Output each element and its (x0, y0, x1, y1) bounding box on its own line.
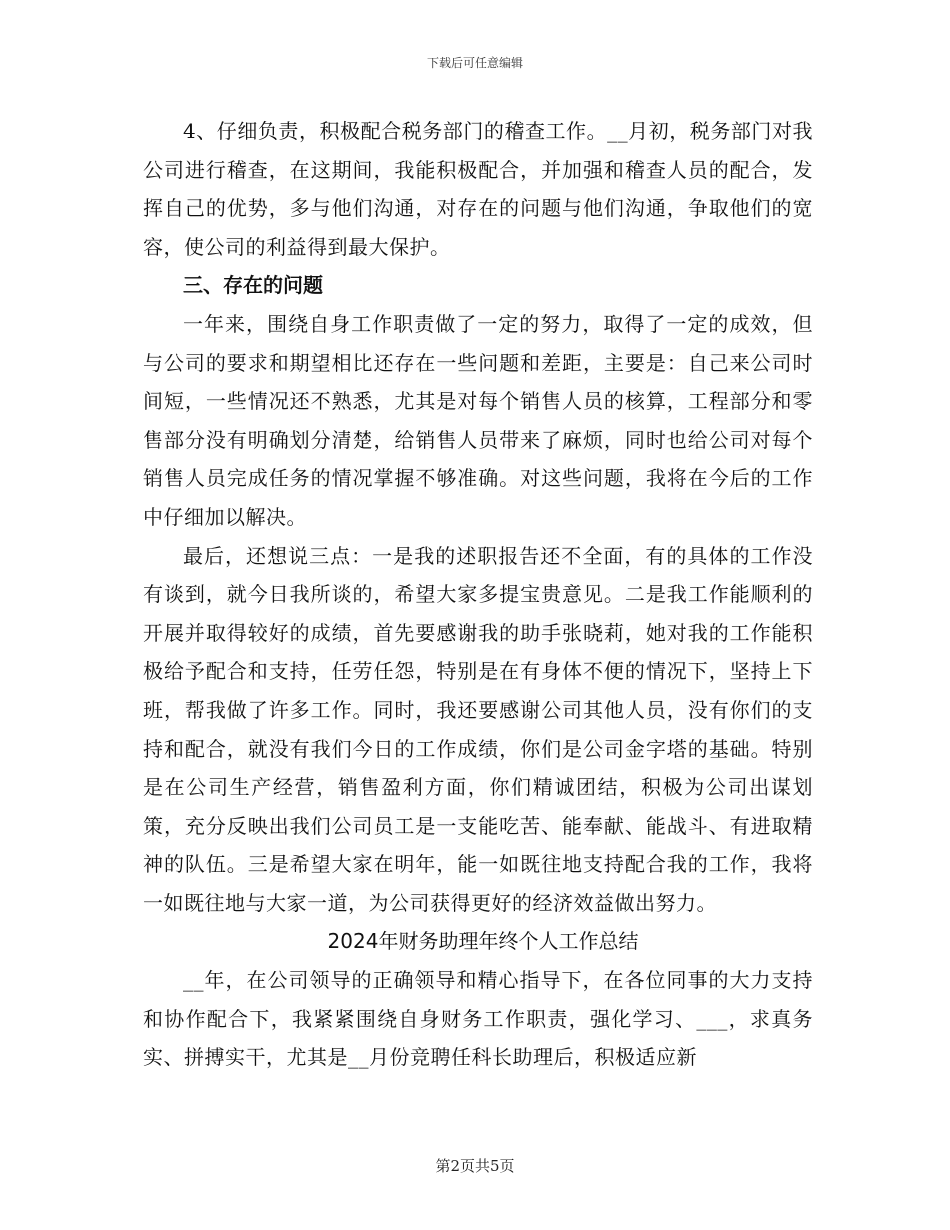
section-heading-problems: 三、存在的问题 (183, 273, 323, 298)
document-body (143, 112, 813, 1077)
paragraph-closing-remarks: 最后，还想说三点：一是我的述职报告还不全面，有的具体的工作没有谈到，就今日我所谈的，希望大家多提宝贵意见。二是我工作能顺利的开展并取得较好的成绩，首先要感谢我的助手张晓莉，她对我的工作能积极给予配合和支持，任劳任怨，特别是在有身体不便的情况下，坚持上下班，帮我做了许多工作。同时，我还要感谢公司其他人员，没有你们的支持和配合，就没有我们今日的工作成绩，你们是公司金字塔的基础。特别是在公司生产经营，销售盈利方面，你们精诚团结，积极为公司出谋划策，充分反映出我们公司员工是一支能吃苦、能奉献、能战斗、有进取精神的队伍。三是希望大家在明年，能一如既往地支持配合我的工作，我将一如既往地与大家一道，为公司获得更好的经济效益做出努力。 (143, 543, 813, 915)
paragraph-problems: 一年来，围绕自身工作职责做了一定的努力，取得了一定的成效，但与公司的要求和期望相比还存在一些问题和差距，主要是：自己来公司时间短，一些情况还不熟悉，尤其是对每个销售人员的核算，工程部分和零售部分没有明确划分清楚，给销售人员带来了麻烦，同时也给公司对每个销售人员完成任务的情况掌握不够准确。对这些问题，我将在今后的工作中仔细加以解决。 (143, 311, 813, 529)
page-header-note: 下载后可任意编辑 (426, 56, 523, 70)
document-title: 2024年财务助理年终个人工作总结 (327, 929, 639, 954)
paragraph-summary-intro: __年，在公司领导的正确领导和精心指导下，在各位同事的大力支持和协作配合下，我紧紧围绕自身财务工作职责，强化学习、___，求真务实、拼搏实干，尤其是__月份竞聘任科长助理后，积极适应新 (143, 968, 813, 1070)
paragraph-tax-audit: 4、仔细负责，积极配合税务部门的稽查工作。__月初，税务部门对我公司进行稽查，在这期间，我能积极配合，并加强和稽查人员的配合，发挥自己的优势，多与他们沟通，对存在的问题与他们沟通，争取他们的宽容，使公司的利益得到最大保护。 (143, 119, 813, 259)
page-number-footer: 第2页共5页 (435, 1157, 515, 1175)
